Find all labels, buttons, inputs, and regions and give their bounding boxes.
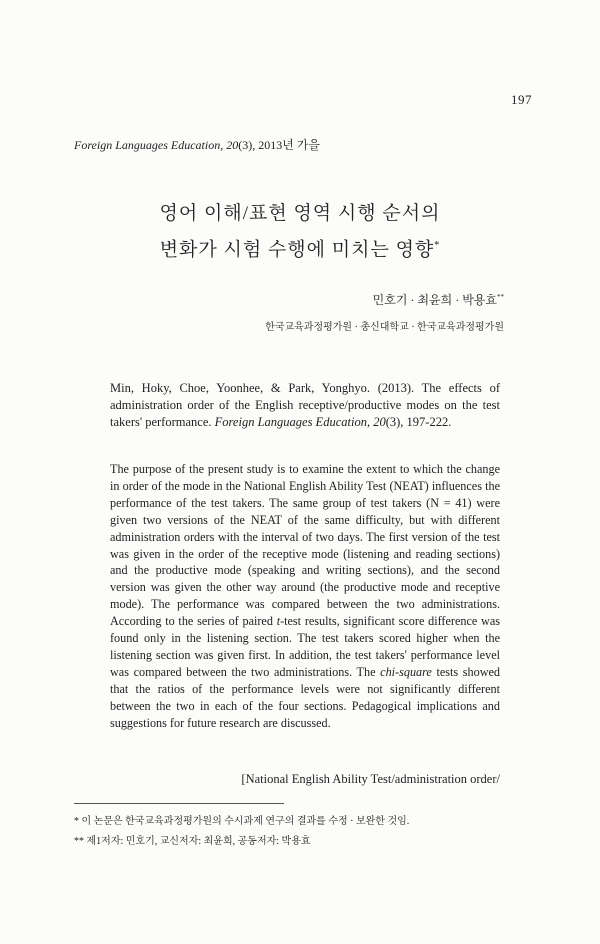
author-affiliations: 한국교육과정평가원 · 총신대학교 · 한국교육과정평가원 bbox=[265, 322, 504, 333]
footnote-2: ** 제1저자: 민호기, 교신저자: 최윤희, 공동저자: 박용효 bbox=[74, 836, 311, 847]
abstract-chi-square: chi-square bbox=[380, 664, 432, 679]
journal-header bbox=[74, 136, 320, 153]
abstract bbox=[110, 461, 500, 732]
title-line-2-wrap bbox=[0, 230, 600, 266]
abstract-t-symbol: t bbox=[276, 614, 281, 629]
footnote-divider bbox=[74, 803, 284, 804]
journal-issue: (3), 2013년 가을 bbox=[238, 138, 320, 152]
author-names bbox=[373, 291, 504, 308]
footnotes bbox=[74, 812, 409, 852]
citation-text: Min, Hoky, Choe, Yoonhee, & Park, Yonghyo. (2013). The effects of administration order of the English receptive/productive modes on the test takers' performance. bbox=[110, 381, 500, 429]
title-line-1: 영어 이해/표현 영역 시행 순서의 bbox=[159, 203, 441, 224]
citation bbox=[110, 380, 500, 431]
title-footnote-mark: * bbox=[434, 240, 441, 251]
title-line-2: 변화가 시험 수행에 미치는 영향 bbox=[159, 239, 435, 261]
author-list: 민호기 · 최윤희 · 박용효 bbox=[372, 293, 497, 307]
author-footnote-mark: ** bbox=[497, 293, 504, 301]
abstract-part-1: The purpose of the present study is to examine the extent to which the change in order of the mode in the National English Ability Test (NEAT) influences the performance of the test takers. The same group of test takers (N = 41) were given two versions of the NEAT of the same difficulty, but with different administration orders with the interval of two days. The first version of the test was given in the order of the receptive mode (listening and reading sections) and the productive mode (speaking and writing sections), and the second version was given the other way around (the productive mode and receptive mode). The performance was compared between the two administrations. According to the series of paired bbox=[110, 462, 500, 629]
paper-title bbox=[0, 198, 600, 266]
abstract-part-2: -test results, significant score difference was found only in the listening section. The test takers scored higher when the listening section was given first. In addition, the test takers' performance level was compared between the two administrations. The bbox=[110, 614, 500, 679]
keywords: [National English Ability Test/administration order/ bbox=[241, 772, 500, 786]
footnote-1: * 이 논문은 한국교육과정평가원의 수시과제 연구의 결과를 수정 · 보완한 것임. bbox=[74, 816, 410, 827]
citation-pages: (3), 197-222. bbox=[385, 415, 452, 429]
page-number: 197 bbox=[511, 92, 532, 107]
abstract-part-3: tests showed that the ratios of the performance levels were not significantly different between the two in each of the four sections. Pedagogical implications and suggestions for future research are discussed. bbox=[110, 664, 501, 730]
journal-name: Foreign Languages Education, 20 bbox=[74, 138, 239, 152]
citation-journal: Foreign Languages Education, 20 bbox=[214, 415, 386, 429]
